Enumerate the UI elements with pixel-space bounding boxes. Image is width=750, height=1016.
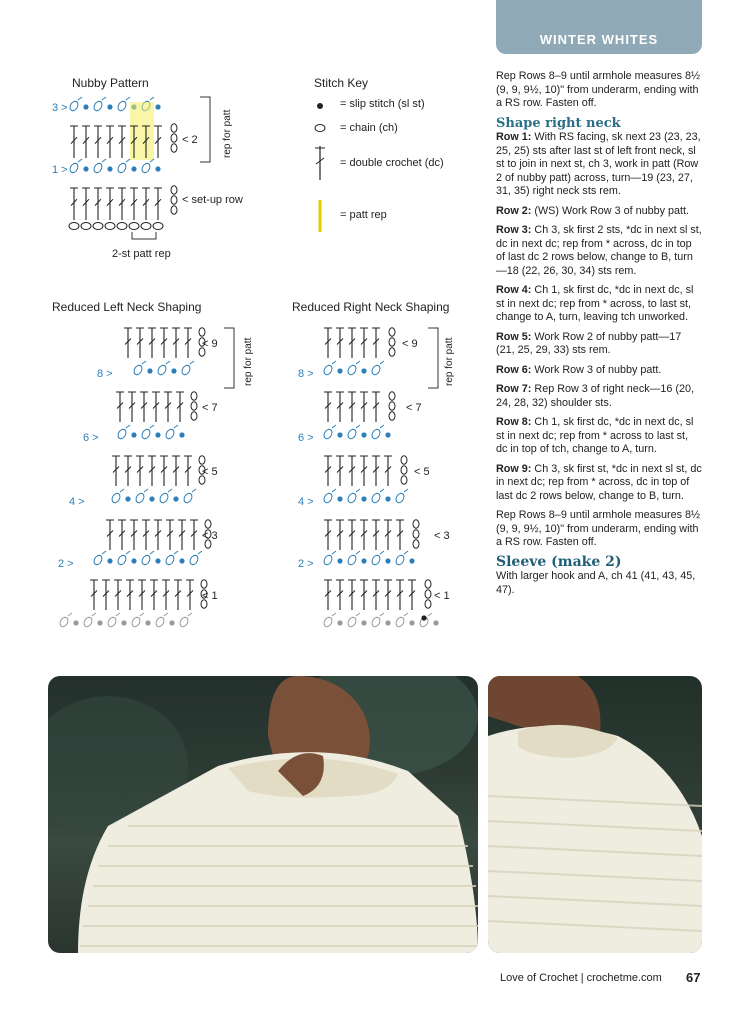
row-1-instruction: Row 1: With RS facing, sk next 23 (23, 23, 25, 25) sts after last st of left front neck, sl st to join in next st, ch 3, work in patt (Row 2 of nubby patt) across, turn—19 (23, 27, 31, 35) right neck sts rem. xyxy=(496,131,701,197)
shape-right-neck-heading: Shape right neck xyxy=(496,115,621,131)
footer-credit: Love of Crochet | crochetme.com xyxy=(500,972,662,984)
nubby-rep-for-patt: rep for patt xyxy=(222,109,233,158)
left-neck-chart xyxy=(50,320,260,650)
nubby-row-3-label: 3 > xyxy=(52,102,68,114)
right-rep-for-patt: rep for patt xyxy=(444,337,455,386)
nubby-row-2-label: < 2 xyxy=(182,134,198,146)
right-row-1: < 1 xyxy=(434,590,450,602)
left-row-2: 2 > xyxy=(58,558,74,570)
key-dc: = double crochet (dc) xyxy=(340,157,444,169)
chain-icon xyxy=(315,125,325,132)
row-7-instruction: Row 7: Rep Row 3 of right neck—16 (20, 24, 28, 32) shoulder sts. xyxy=(496,383,695,409)
left-row-4: 4 > xyxy=(69,496,85,508)
stitch-key-title: Stitch Key xyxy=(314,76,369,90)
row-2-instruction: Row 2: (WS) Work Row 3 of nubby patt. xyxy=(496,204,689,217)
right-row-3: < 3 xyxy=(434,530,450,542)
slip-stitch-icon xyxy=(317,103,323,109)
rep-rows-paragraph: Rep Rows 8–9 until armhole measures 8½ (9, 9, 9½, 10)" from underarm, ending with a RS row. Fasten off. xyxy=(496,509,701,548)
page-number: 67 xyxy=(686,970,701,985)
sweater-front-illustration xyxy=(48,676,478,953)
row-3-instruction: Row 3: Ch 3, sk first 2 sts, *dc in next sl st, dc in next dc; rep from * across, dc in top of last dc 2 rows below, change to B, turn—18 (22, 26, 30, 34) sts rem. xyxy=(496,224,702,277)
right-row-9: < 9 xyxy=(402,338,418,350)
section-tab: WINTER WHITES xyxy=(496,0,702,54)
row-5-instruction: Row 5: Work Row 2 of nubby patt—17 (21, 25, 29, 33) sts rem. xyxy=(496,330,682,356)
row-8-instruction: Row 8: Ch 1, sk first dc, *dc in next dc, sl st in next dc; rep from * across to last st, dc in top of tch, change to A, turn. xyxy=(496,416,694,455)
left-row-9: < 9 xyxy=(202,338,218,350)
nubby-chart xyxy=(60,92,230,252)
left-row-8: 8 > xyxy=(97,368,113,380)
row-4-instruction: Row 4: Ch 1, sk first dc, *dc in next dc, sl st in next dc; rep from * across, to last st, change to A, turn, leaving tch unworked. xyxy=(496,284,694,323)
armhole-paragraph: Rep Rows 8–9 until armhole measures 8½ (9, 9, 9½, 10)" from underarm, ending with a RS row. Fasten off. xyxy=(496,70,701,109)
row-9-instruction: Row 9: Ch 3, sk first st, *dc in next sl st, dc in next dc; rep from * across, dc in top of last dc 2 rows below, change to B, turn. xyxy=(496,462,702,502)
left-neck-stitch-grid xyxy=(58,328,211,628)
nubby-stitch-grid xyxy=(68,97,177,230)
stitch-key-symbols xyxy=(310,96,340,236)
double-crochet-icon xyxy=(315,146,325,180)
right-row-8: 8 > xyxy=(298,368,314,380)
sweater-front-photo xyxy=(48,676,478,953)
left-row-1: < 1 xyxy=(202,590,218,602)
nubby-row-1-label: 1 > xyxy=(52,164,68,176)
nubby-setup-label: < set-up row xyxy=(182,194,243,206)
site-link[interactable]: crochetme.com xyxy=(586,972,662,984)
instructions-column xyxy=(496,70,702,603)
row-6-instruction: Row 6: Work Row 3 of nubby patt. xyxy=(496,363,662,376)
magazine-name: Love of Crochet xyxy=(500,972,578,984)
nubby-patt-rep-label: 2-st patt rep xyxy=(112,248,171,260)
left-row-7: < 7 xyxy=(202,402,218,414)
key-patt: = patt rep xyxy=(340,209,387,221)
sweater-side-illustration xyxy=(488,676,702,953)
left-neck-title: Reduced Left Neck Shaping xyxy=(52,300,202,314)
left-row-3: < 3 xyxy=(202,530,218,542)
sweater-side-photo xyxy=(488,676,702,953)
right-neck-title: Reduced Right Neck Shaping xyxy=(292,300,450,314)
right-row-6: 6 > xyxy=(298,432,314,444)
sleeve-heading: Sleeve (make 2) xyxy=(496,553,622,570)
right-row-5: < 5 xyxy=(414,466,430,478)
nubby-pattern-title: Nubby Pattern xyxy=(72,76,149,90)
right-row-4: 4 > xyxy=(298,496,314,508)
sleeve-paragraph: With larger hook and A, ch 41 (41, 43, 45, 47). xyxy=(496,570,696,596)
left-row-5: < 5 xyxy=(202,466,218,478)
left-rep-for-patt: rep for patt xyxy=(243,337,254,386)
key-slip: = slip stitch (sl st) xyxy=(340,98,425,110)
left-row-6: 6 > xyxy=(83,432,99,444)
key-chain: = chain (ch) xyxy=(340,122,398,134)
right-row-7: < 7 xyxy=(406,402,422,414)
right-row-2: 2 > xyxy=(298,558,314,570)
